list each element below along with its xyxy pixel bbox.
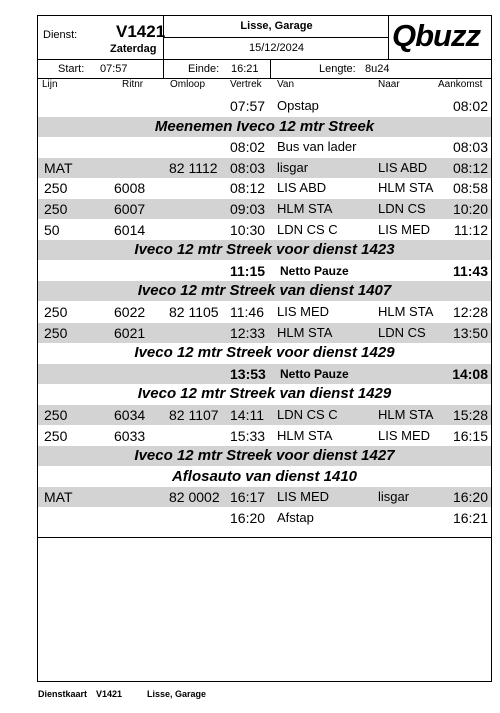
dienst-label: Dienst: (43, 29, 78, 41)
col-ritnr: Ritnr (122, 79, 144, 90)
cell-van: HLM STA (277, 427, 333, 443)
cell-van: Opstap (277, 98, 319, 113)
start-cell (38, 60, 164, 78)
cell-vertrek: 12:33 (230, 324, 266, 341)
cell-vertrek: 14:11 (230, 407, 264, 423)
cell-lijn: 250 (44, 201, 68, 217)
card-header (38, 16, 491, 60)
cell-vertrek: 07:57 (230, 98, 266, 114)
cell-aankomst: 08:03 (452, 139, 488, 156)
cell-aankomst: 13:50 (452, 324, 488, 341)
cell-omloop: 82 1107 (169, 407, 219, 423)
section-heading: Meenemen Iveco 12 mtr Streek (38, 117, 491, 137)
section-heading: Aflosauto van dienst 1410 (171, 467, 358, 485)
einde-time: 16:21 (231, 63, 259, 75)
trip-row (38, 405, 491, 425)
cell-aankomst: 11:12 (454, 221, 488, 238)
lengte-cell (271, 60, 491, 78)
cell-van: LIS MED (277, 304, 330, 319)
col-vertrek: Vertrek (230, 79, 262, 90)
cell-lijn: MAT (44, 159, 73, 176)
date-box (164, 38, 389, 60)
lengte-value: 8u24 (365, 63, 390, 75)
cell-ritnr: 6022 (114, 304, 146, 320)
cell-aankomst: 15:28 (452, 407, 488, 423)
cell-aankomst: 16:15 (452, 427, 488, 444)
cell-vertrek: 09:03 (230, 201, 266, 217)
col-van: Van (277, 79, 295, 90)
cell-lijn: 250 (44, 407, 68, 423)
cell-van: Bus van lader (277, 139, 357, 155)
trip-row (38, 323, 491, 343)
section-heading: Iveco 12 mtr Streek voor dienst 1427 (38, 446, 491, 466)
cell-aankomst: 08:58 (452, 180, 488, 197)
footer-dienst: V1421 (96, 689, 123, 699)
trip-row (38, 178, 491, 198)
section-heading: Iveco 12 mtr Streek van dienst 1429 (137, 385, 392, 403)
col-omloop: Omloop (170, 79, 206, 90)
trip-row (38, 220, 491, 240)
table-bottom-rule (38, 537, 491, 538)
cell-van: LDN CS C (277, 221, 338, 237)
cell-naar: LDN CS (378, 201, 426, 216)
cell-ritnr: 6034 (114, 407, 146, 423)
logo-box (389, 16, 491, 60)
location-box (164, 16, 389, 38)
trip-row (38, 302, 491, 322)
cell-aankomst: 08:12 (452, 159, 488, 176)
col-aankomst: Aankomst (438, 79, 483, 90)
trip-row (38, 137, 491, 157)
cell-aankomst: 16:21 (452, 510, 488, 526)
cell-omloop: 82 0002 (169, 489, 220, 506)
cell-naar: LDN CS (378, 324, 426, 340)
cell-vertrek: 11:15 (230, 262, 266, 279)
column-headers (38, 79, 491, 92)
cell-pause-label: Netto Pauze (280, 366, 349, 381)
col-lijn: Lijn (42, 79, 58, 90)
trip-row (38, 426, 491, 446)
cell-vertrek: 16:20 (230, 510, 266, 526)
cell-lijn: 250 (44, 180, 68, 197)
lengte-label: Lengte: (319, 63, 356, 75)
cell-aankomst: 10:20 (452, 201, 488, 217)
trip-row (38, 96, 491, 116)
einde-cell (164, 60, 271, 78)
cell-van: LIS ABD (277, 180, 327, 196)
cell-naar: HLM STA (378, 304, 434, 319)
dienst-box (38, 16, 164, 60)
cell-vertrek: 08:02 (230, 139, 266, 156)
cell-van: HLM STA (277, 324, 333, 340)
section-heading: Iveco 12 mtr Streek voor dienst 1423 (38, 240, 491, 260)
cell-ritnr: 6014 (114, 221, 146, 238)
cell-van: LDN CS C (277, 407, 338, 422)
cell-naar: LIS MED (378, 221, 431, 237)
cell-aankomst: 12:28 (452, 304, 488, 320)
trip-row (38, 487, 491, 507)
trip-row (38, 199, 491, 219)
cell-naar: HLM STA (378, 407, 434, 422)
cell-naar: LIS ABD (378, 159, 428, 175)
cell-lijn: MAT (44, 489, 73, 506)
cell-omloop: 82 1112 (169, 159, 218, 176)
cell-ritnr: 6021 (114, 324, 146, 341)
cell-vertrek: 13:53 (230, 365, 266, 382)
footer-doc: Dienstkaart (38, 689, 88, 699)
start-label: Start: (58, 63, 85, 75)
footer-location: Lisse, Garage (147, 689, 207, 699)
cell-vertrek: 08:03 (230, 159, 266, 176)
cell-lijn: 250 (44, 304, 68, 320)
cell-aankomst: 11:43 (452, 262, 488, 279)
cell-omloop: 82 1105 (169, 304, 219, 320)
location-name: Lisse, Garage (240, 20, 313, 32)
service-date: 15/12/2024 (248, 42, 305, 54)
cell-naar: LIS MED (378, 427, 431, 443)
pause-row (38, 364, 491, 384)
cell-ritnr: 6008 (114, 180, 146, 197)
cell-aankomst: 14:08 (452, 365, 488, 382)
times-row (38, 60, 491, 79)
trip-row (38, 158, 491, 178)
section-heading: Iveco 12 mtr Streek voor dienst 1429 (134, 344, 395, 362)
dienst-number: V1421 (116, 22, 166, 41)
cell-van: Afstap (277, 510, 314, 525)
cell-van: LIS MED (277, 489, 330, 505)
cell-ritnr: 6033 (114, 427, 146, 444)
cell-lijn: 250 (44, 324, 68, 341)
cell-naar: HLM STA (378, 180, 434, 196)
cell-vertrek: 10:30 (230, 221, 266, 238)
cell-vertrek: 15:33 (230, 427, 266, 444)
cell-aankomst: 08:02 (452, 98, 488, 114)
cell-vertrek: 16:17 (230, 489, 266, 506)
cell-pause-label: Netto Pauze (280, 263, 349, 278)
pause-row (38, 261, 491, 281)
col-naar: Naar (378, 79, 400, 90)
start-time: 07:57 (100, 63, 128, 75)
cell-van: lisgar (277, 159, 309, 175)
einde-label: Einde: (188, 63, 220, 75)
qbuzz-logo: Qbuzz (392, 18, 480, 53)
cell-naar: lisgar (378, 489, 410, 505)
cell-lijn: 250 (44, 427, 68, 444)
dienst-day: Zaterdag (110, 43, 157, 55)
trip-row (38, 508, 491, 528)
cell-vertrek: 08:12 (230, 180, 266, 197)
duty-card (37, 15, 492, 682)
cell-lijn: 50 (44, 221, 60, 238)
section-heading: Iveco 12 mtr Streek van dienst 1407 (38, 281, 491, 301)
cell-aankomst: 16:20 (452, 489, 488, 506)
cell-vertrek: 11:46 (230, 304, 264, 320)
cell-ritnr: 6007 (114, 201, 146, 217)
cell-van: HLM STA (277, 201, 333, 216)
